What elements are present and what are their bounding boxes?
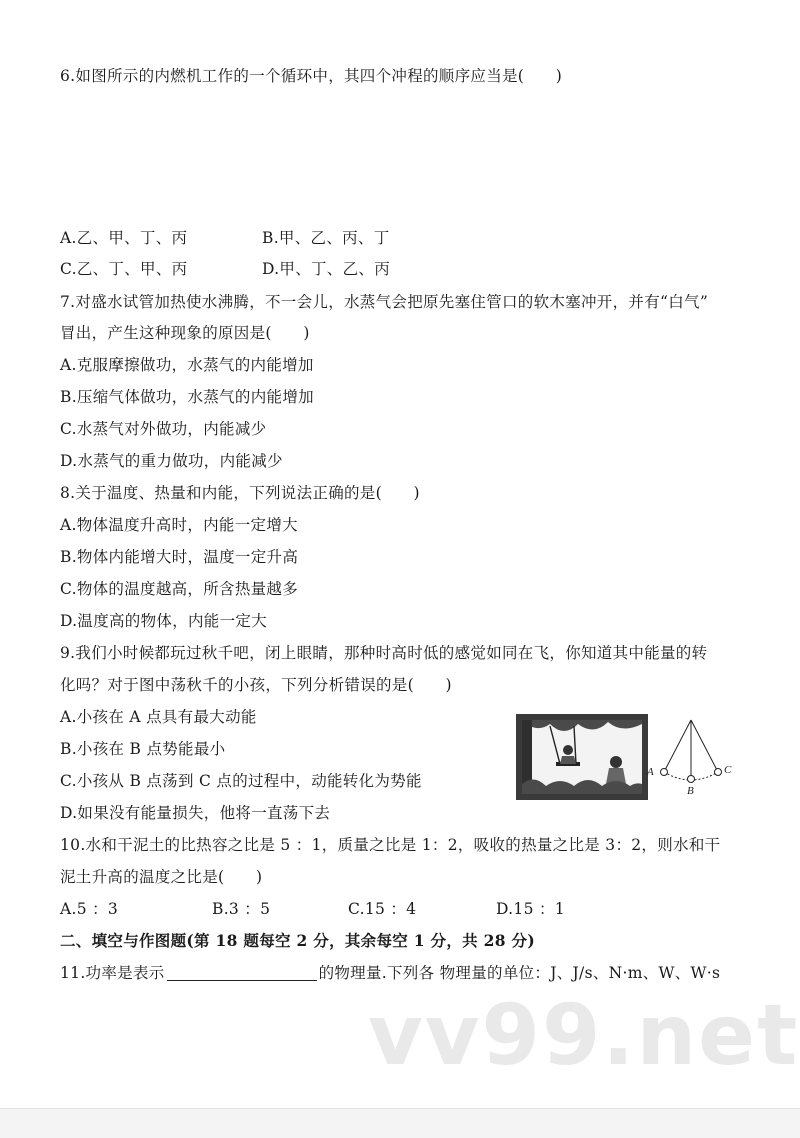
q10-stem-line2: 泥土升高的温度之比是( ) [60, 868, 263, 886]
q10-option-b: B.3 ：5 [212, 900, 271, 918]
swing-illustration [516, 712, 742, 804]
q9-stem-line2: 化吗？对于图中荡秋千的小孩，下列分析错误的是( ) [60, 676, 452, 694]
watermark: vv99.net [368, 986, 800, 1084]
q8-option-c: C.物体的温度越高，所含热量越多 [60, 580, 299, 598]
q6-option-c: C.乙、丁、甲、丙 [60, 260, 188, 278]
swing-figure [516, 712, 742, 804]
q11-answer-blank [167, 964, 317, 981]
q8-option-d: D.温度高的物体，内能一定大 [60, 612, 268, 630]
page-footer-strip [0, 1108, 800, 1138]
q10-option-c: C.15 ：4 [348, 900, 417, 918]
q6-option-a: A.乙、甲、丁、丙 [60, 229, 188, 247]
q10-stem-line1: 10.水和干泥土的比热容之比是 5 ：1，质量之比是 1：2，吸收的热量之比是 3：2，则水和干 [60, 836, 721, 854]
q9-option-a: A.小孩在 A 点具有最大动能 [60, 708, 257, 726]
q9-stem-line1: 9.我们小时候都玩过秋千吧，闭上眼睛，那种时高时低的感觉如同在飞，你知道其中能量的转 [60, 644, 708, 662]
q9-option-b: B.小孩在 B 点势能最小 [60, 740, 226, 758]
q9-option-c: C.小孩从 B 点荡到 C 点的过程中，动能转化为势能 [60, 772, 422, 790]
q7-option-a: A.克服摩擦做功，水蒸气的内能增加 [60, 356, 314, 374]
q11-prefix: 11.功率是表示 [60, 964, 165, 982]
q7-option-b: B.压缩气体做功，水蒸气的内能增加 [60, 388, 314, 406]
q10-option-a: A.5 ：3 [60, 900, 119, 918]
point-b-label: B [687, 785, 694, 797]
point-a-label: A [647, 766, 654, 778]
q10-option-d: D.15 ：1 [496, 900, 565, 918]
q6-option-b: B.甲、乙、丙、丁 [262, 229, 390, 247]
q6-stem: 6.如图所示的内燃机工作的一个循环中，其四个冲程的顺序应当是( ) [60, 67, 563, 85]
section-2-heading: 二、填空与作图题(第 18 题每空 2 分，其余每空 1 分，共 28 分) [60, 931, 535, 950]
q7-stem-line2: 冒出，产生这种现象的原因是( ) [60, 324, 310, 342]
q9-option-d: D.如果没有能量损失，他将一直荡下去 [60, 804, 331, 822]
q11-line [60, 963, 720, 983]
q8-stem: 8.关于温度、热量和内能，下列说法正确的是( ) [60, 484, 420, 502]
q7-option-d: D.水蒸气的重力做功，内能减少 [60, 452, 283, 470]
q7-stem-line1: 7.对盛水试管加热使水沸腾，不一会儿，水蒸气会把原先塞住管口的软木塞冲开，并有“白气” [60, 293, 709, 311]
q7-option-c: C.水蒸气对外做功，内能减少 [60, 420, 267, 438]
q8-option-a: A.物体温度升高时，内能一定增大 [60, 516, 298, 534]
point-c-label: C [724, 764, 732, 776]
q6-option-d: D.甲、丁、乙、丙 [262, 260, 391, 278]
q11-suffix: 的物理量.下列各 物理量的单位：J、J/s、N·m、W、W·s [318, 964, 721, 982]
q8-option-b: B.物体内能增大时，温度一定升高 [60, 548, 299, 566]
